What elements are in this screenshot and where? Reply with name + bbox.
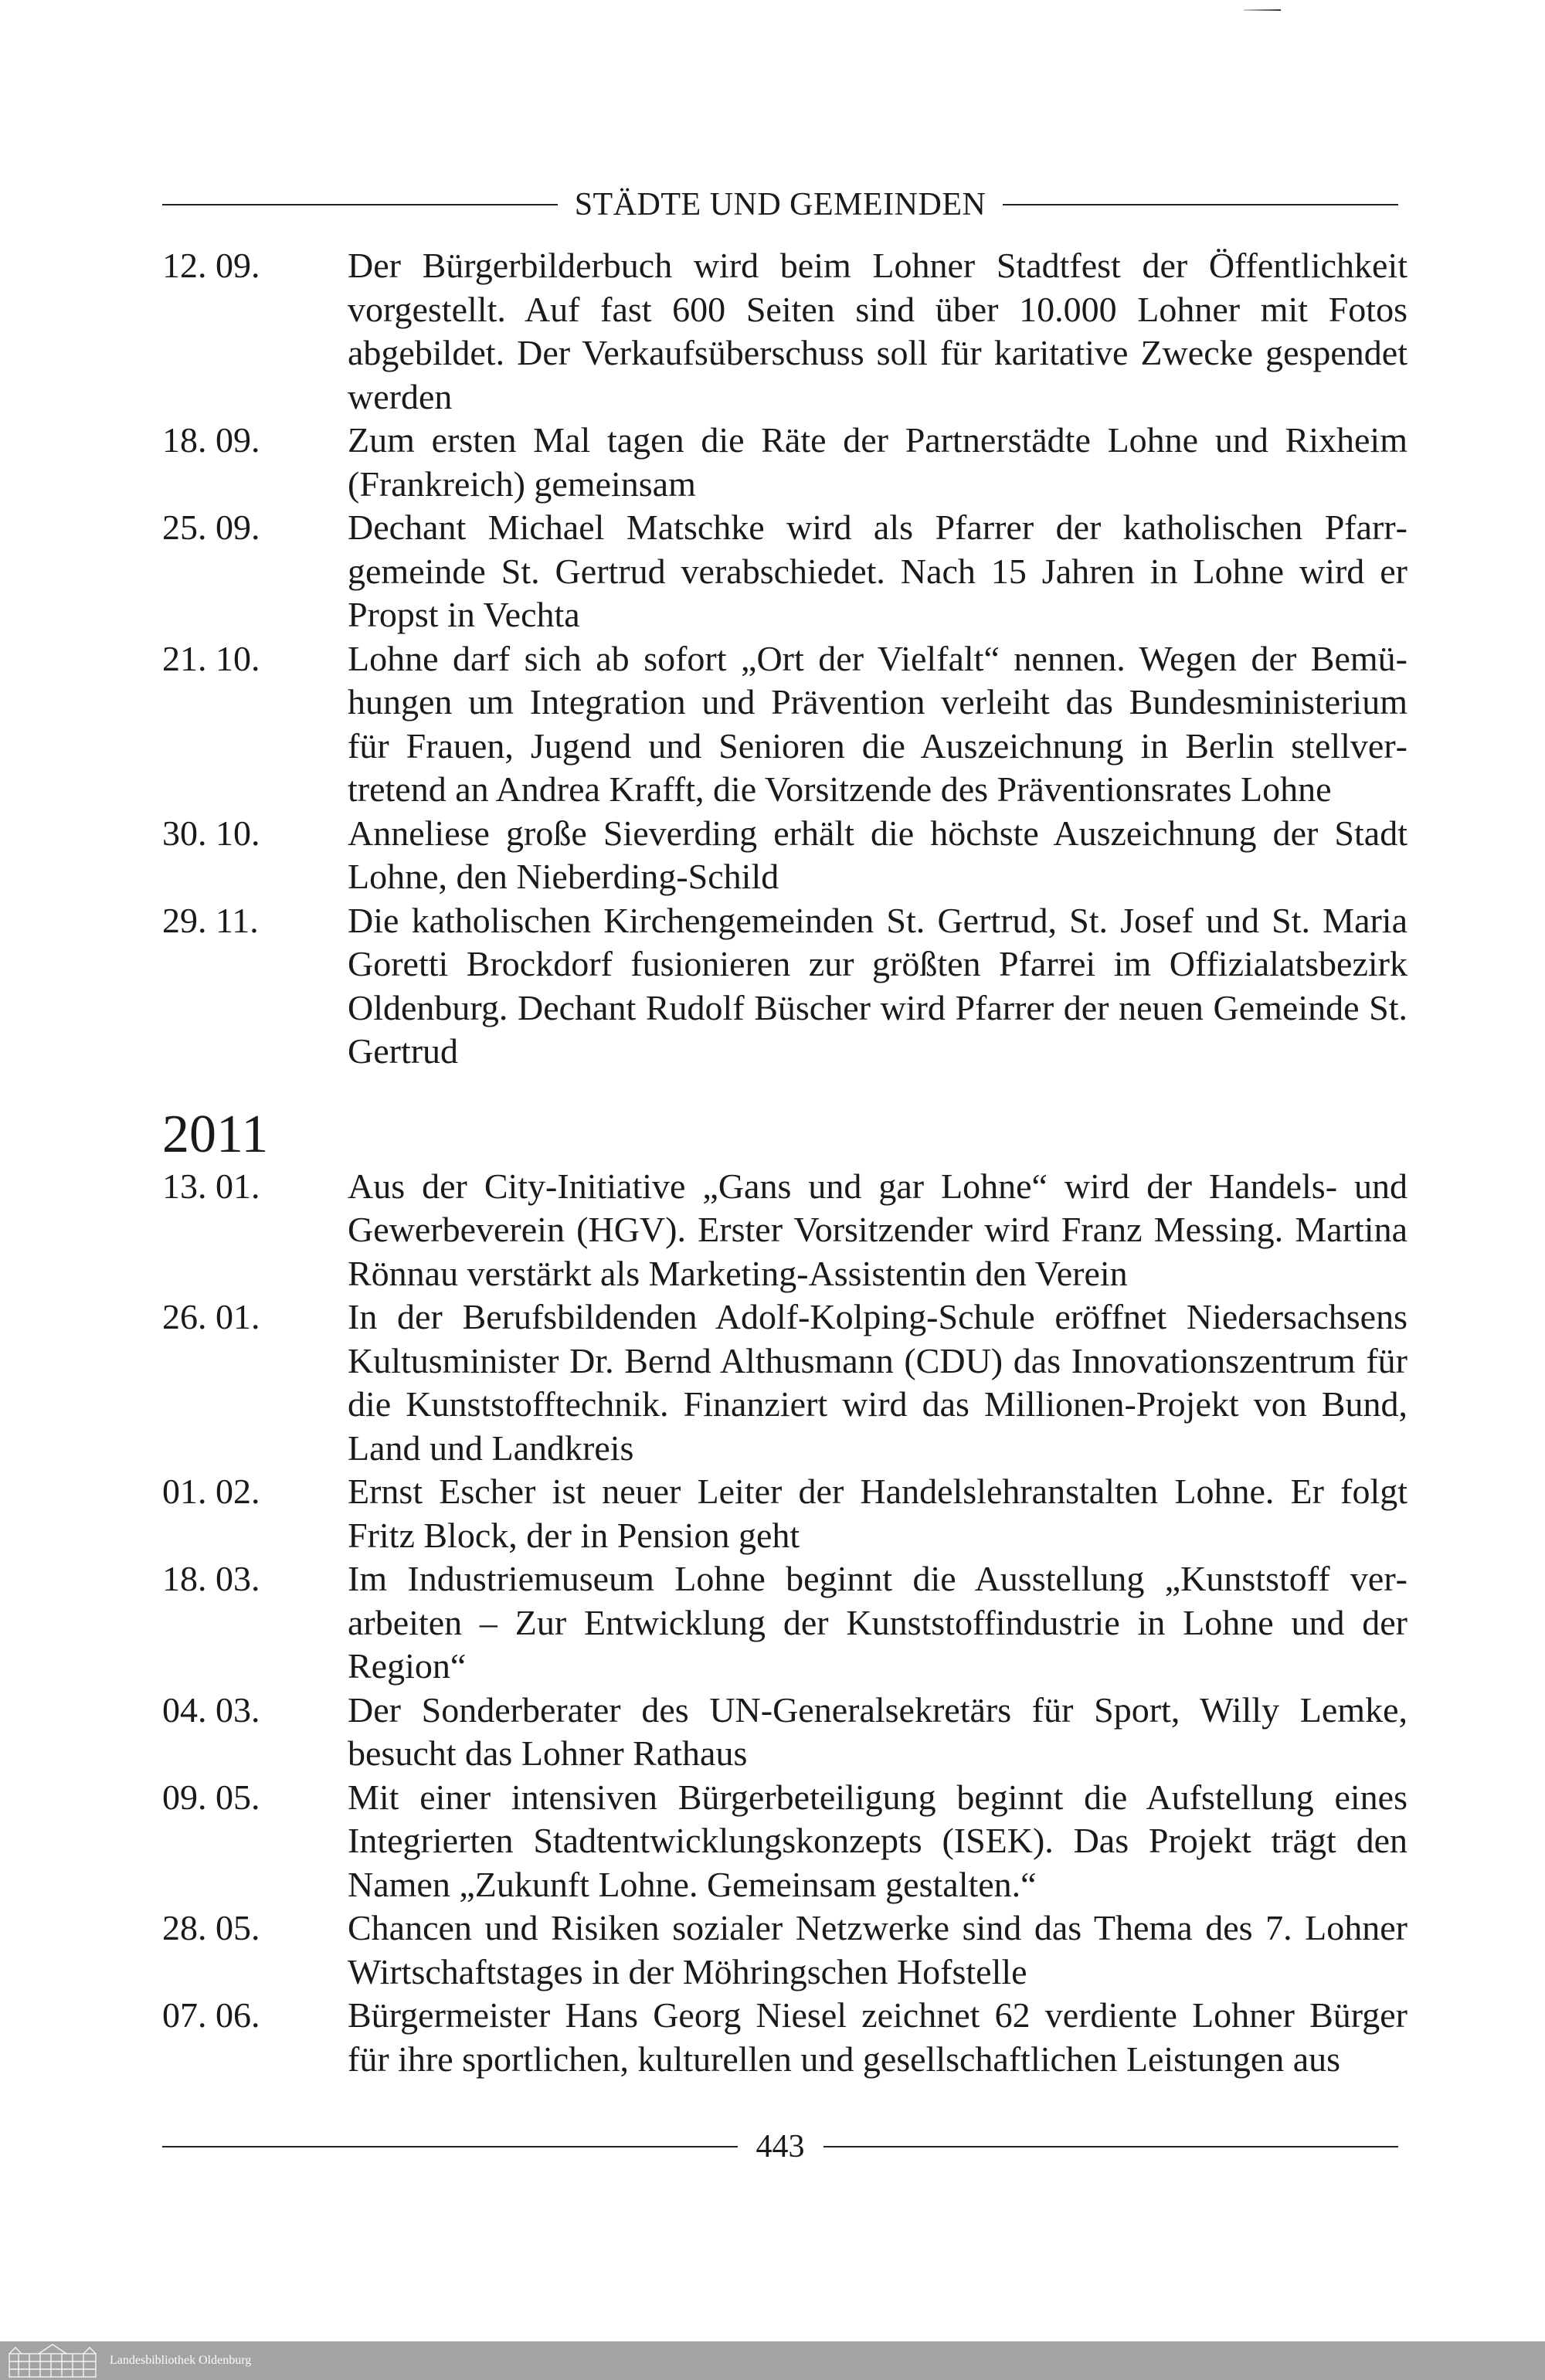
entry-date: 18. 09. xyxy=(162,420,260,460)
year-heading: 2011 xyxy=(162,1104,269,1164)
entry-text: Ernst Escher ist neuer Leiter der Handelslehranstalten Lohne. Er folgt Fritz Block, der in Pension geht xyxy=(348,1472,1407,1555)
chronicle-entry xyxy=(162,506,1407,637)
entry-date: 29. 11. xyxy=(162,900,259,940)
chronicle-entry xyxy=(162,1295,1407,1470)
entry-text: Lohne darf sich ab sofort „Ort der Vielfalt“ nennen. Wegen der Bemühungen um Integration und Prävention verleiht das Bundesministerium für Frauen, Jugend und Senioren die Auszeichnung in Berlin stellvertretend an Andrea Krafft, die Vorsitzende des Präventionsrates Lohne xyxy=(348,638,1407,809)
entry-date: 28. 05. xyxy=(162,1908,260,1947)
entry-text: Im Industriemuseum Lohne beginnt die Ausstellung „Kunststoff verarbeiten – Zur Entwicklung der Kunststoffindustrie in Lohne und der Region“ xyxy=(348,1559,1407,1686)
entry-text: Zum ersten Mal tagen die Räte der Partnerstädte Lohne und Rixheim (Frankreich) gemeinsam xyxy=(348,420,1407,504)
chronicle xyxy=(162,244,1407,2081)
chronicle-entry xyxy=(162,244,1407,419)
entry-date: 21. 10. xyxy=(162,638,260,678)
entry-date: 09. 05. xyxy=(162,1777,260,1817)
library-banner xyxy=(0,2341,1545,2380)
page-number: 443 xyxy=(756,2129,805,2164)
running-title: STÄDTE UND GEMEINDEN xyxy=(574,187,986,222)
entry-text: Die katholischen Kirchengemeinden St. Gertrud, St. Josef und St. Maria Goretti Brockdorf fusionieren zur größten Pfarrei im Offizialatsbezirk Oldenburg. Dechant Rudolf Büscher wird Pfarrer der neuen Gemeinde St. Gertrud xyxy=(348,900,1407,1071)
chronicle-entry xyxy=(162,637,1407,812)
chronicle-entry xyxy=(162,812,1407,899)
library-name: Landesbibliothek Oldenburg xyxy=(110,2354,252,2367)
entry-text: Mit einer intensiven Bürgerbeteiligung beginnt die Aufstellung eines Integrierten Stadtentwicklungskonzepts (ISEK). Das Projekt trägt den Namen „Zukunft Lohne. Gemeinsam gestalten.“ xyxy=(348,1777,1407,1904)
page-footer xyxy=(162,2127,1398,2166)
entry-date: 12. 09. xyxy=(162,246,260,285)
entry-date: 13. 01. xyxy=(162,1166,260,1206)
entry-date: 30. 10. xyxy=(162,813,260,853)
entry-text: In der Berufsbildenden Adolf-Kolping-Schule eröffnet Niedersachsens Kultusminister Dr. Bernd Althusmann (CDU) das Innovationszentrum für die Kunststofftechnik. Finanziert wird das Millionen-Projekt von Bund, Land und Landkreis xyxy=(348,1297,1407,1468)
entry-date: 01. 02. xyxy=(162,1472,260,1511)
entry-text: Bürgermeister Hans Georg Niesel zeichnet 62 verdiente Lohner Bürger für ihre sportlichen, kulturellen und gesellschaftlichen Leistungen aus xyxy=(348,1995,1407,2079)
entry-date: 04. 03. xyxy=(162,1689,260,1730)
entry-date: 07. 06. xyxy=(162,1995,260,2035)
entry-text: Der Bürgerbilderbuch wird beim Lohner Stadtfest der Öffentlichkeit vorgestellt. Auf fast 600 Seiten sind über 10.000 Lohner mit Fotos abgebildet. Der Verkaufsüberschuss soll für karitative Zwecke gespendet werden xyxy=(348,246,1407,416)
chronicle-entry xyxy=(162,899,1407,1074)
entry-text: Aus der City-Initiative „Gans und gar Lohne“ wird der Handels- und Gewerbeverein (HGV). Erster Vorsitzender wird Franz Messing. Martina Rönnau verstärkt als Marketing-Assistentin den Verein xyxy=(348,1166,1407,1293)
chronicle-entry xyxy=(162,1470,1407,1557)
chronicle-entry xyxy=(162,1776,1407,1907)
entry-date: 26. 01. xyxy=(162,1297,260,1336)
entries-2010 xyxy=(162,244,1407,1074)
chronicle-entry xyxy=(162,1557,1407,1689)
header-rule-right xyxy=(1003,204,1398,205)
entry-text: Dechant Michael Matschke wird als Pfarrer der katholischen Pfarrgemeinde St. Gertrud verabschiedet. Nach 15 Jahren in Lohne wird er Propst in Vechta xyxy=(348,508,1407,634)
entry-text: Anneliese große Sieverding erhält die höchste Auszeichnung der Stadt Lohne, den Nieberding-Schild xyxy=(348,813,1407,896)
chronicle-entry xyxy=(162,1165,1407,1296)
header-rule-left xyxy=(162,204,558,205)
chronicle-entry xyxy=(162,1906,1407,1994)
entries-2011 xyxy=(162,1165,1407,2082)
entry-date: 18. 03. xyxy=(162,1559,260,1598)
library-building-icon xyxy=(6,2343,99,2378)
footer-rule-right xyxy=(823,2146,1399,2147)
chronicle-entry xyxy=(162,419,1407,506)
entry-text: Chancen und Risiken sozialer Netzwerke sind das Thema des 7. Lohner Wirtschaftstages in der Möhringschen Hofstelle xyxy=(348,1908,1407,1991)
chronicle-entry xyxy=(162,1689,1407,1776)
entry-date: 25. 09. xyxy=(162,508,260,547)
chronicle-entry xyxy=(162,1994,1407,2081)
footer-rule-left xyxy=(162,2146,738,2147)
scan-mark xyxy=(1244,9,1281,11)
entry-text: Der Sonderberater des UN-Generalsekretärs für Sport, Willy Lemke, besucht das Lohner Rathaus xyxy=(348,1689,1407,1773)
running-header xyxy=(162,185,1398,224)
